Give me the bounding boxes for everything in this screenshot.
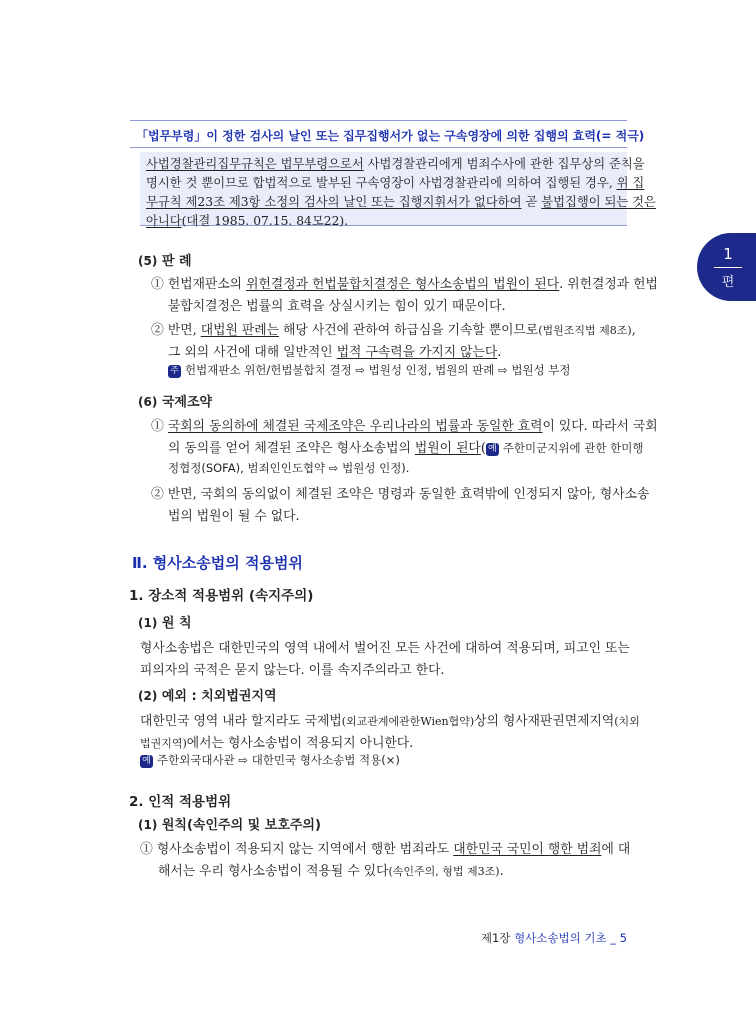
case-body [140,152,656,228]
heading-text: 판 례 [161,254,192,269]
note-text: 주한미군지위에 관한 한미행 [502,441,644,455]
list-item-cont [168,437,643,456]
footer-chapter: 제1장 [480,931,511,945]
text: 해당 사건에 관하여 하급심을 기속할 뿐이므로 [278,323,539,338]
text: . 위헌결정과 헌법 [559,277,658,292]
tab-divider [714,267,742,268]
list-marker: ② [151,487,164,502]
list-marker: ① [151,419,164,434]
heading-number: (6) [138,395,158,409]
paragraph-line: 피의자의 국적은 묻지 않는다. 이를 속지주의라고 한다. [140,663,445,678]
heading-number: (2) [138,689,158,703]
list-item [151,483,649,502]
list-marker: ① [151,277,164,292]
case-box [130,120,656,228]
part-number: 1 [723,245,733,263]
list-item [151,415,658,434]
text: 반면, [167,323,201,338]
part-side-tab [697,233,756,301]
text: 불합치결정은 법률의 효력을 상실시키는 힘이 있기 때문이다. [168,299,506,314]
text: , [631,323,636,338]
subsection-title: 2. 인적 적용범위 [129,794,232,810]
underlined-text: 대법원 판례는 [200,323,279,338]
text: 헌법재판소의 [167,277,247,292]
text: 형사소송법이 적용되지 않는 지역에서 행한 범죄라도 [156,842,454,857]
text: 이 있다. 따라서 국회 [542,419,658,434]
underlined-text: 위헌결정과 헌법불합치결정은 형사소송법의 법원이 된다 [246,277,560,292]
citation: (법원조직법 제8조) [538,324,632,337]
page-footer [470,930,627,946]
section-heading-5 [138,250,192,269]
note-badge-icon: 주 [168,365,181,378]
text: . [497,345,502,360]
case-body-line [146,174,645,193]
case-body-line [146,193,656,212]
list-marker: ① [140,842,153,857]
note-text: 정협정(SOFA), 범죄인인도협약 ⇨ 법원성 인정). [168,461,410,475]
citation: (외교관계에관한Wien협약) [341,715,475,728]
heading-number: (5) [138,254,158,268]
case-body-line [146,212,621,231]
citation: (속인주의, 형법 제3조) [388,865,500,878]
list-item-cont [168,295,506,314]
text: 대한민국 영역 내라 할지라도 국제법 [140,714,342,729]
sub-heading [138,814,321,833]
underlined-text: 무규칙 제23조 제3항 소정의 검사의 날인 또는 집행지휘서가 없다하여 [146,195,522,209]
case-body-line [146,155,645,174]
underlined-text: 국회의 동의하에 체결된 국제조약은 우리나라의 법률과 동일한 효력 [167,419,543,434]
citation: 법권지역) [140,737,187,750]
text: 그 외의 사건에 대해 일반적인 [168,345,337,360]
subsection-title: 1. 장소적 적용범위 (속지주의) [129,588,314,604]
text: 해서는 우리 형사소송법이 적용될 수 있다 [158,864,389,879]
list-item-cont [168,505,300,524]
list-item [151,273,658,292]
heading-number: (1) [138,818,158,832]
footer-title: 형사소송법의 기초 [514,931,607,945]
heading-text: 원칙(속인주의 및 보호주의) [161,818,321,833]
citation: (치외 [614,715,640,728]
note-text: 헌법재판소 위헌/헌법불합치 결정 ⇨ 법원성 인정, 법원의 판례 ⇨ 법원성 부정 [185,363,571,377]
text: 법의 법원이 될 수 없다. [168,509,300,524]
paragraph-line [140,732,413,751]
list-item-cont [168,341,501,360]
text: 상의 형사재판권면제지역 [474,714,615,729]
text: 명시한 것 뿐이므로 합법적으로 발부된 구속영장이 사법경찰관리에 의하여 집행된 경우, [146,176,617,190]
note-line [168,362,571,378]
note-line [140,752,400,768]
text: ( [480,441,486,456]
list-marker: ② [151,323,164,338]
heading-text: 예외 : 치외법권지역 [161,689,277,704]
underlined-text: 사법경찰관리집무규칙은 법무부령으로서 [146,157,364,171]
section-heading-6 [138,391,212,410]
text: 에서는 형사소송법이 적용되지 아니한다. [186,736,414,751]
underlined-text: 아니다 [146,214,182,228]
heading-text: 국제조약 [161,395,213,410]
case-title: 「법무부령」이 정한 검사의 날인 또는 집무집행서가 없는 구속영장에 의한 집행의 효력(= 적극) [136,129,645,143]
page-number: 5 [619,931,627,945]
underlined-text: 대한민국 국민이 행한 범죄 [453,842,602,857]
paragraph-line [140,710,640,729]
heading-text: 원 칙 [161,616,192,631]
text: (대결 1985. 07.15. 84모22). [181,214,349,228]
text: 반면, 국회의 동의없이 체결된 조약은 명령과 동일한 효력밖에 인정되지 않아, 형사소송 [167,487,650,502]
example-badge-icon: 예 [486,443,499,456]
list-item [140,838,630,857]
paragraph-line: 형사소송법은 대한민국의 영역 내에서 벌어진 모든 사건에 대하여 적용되며, 피고인 또는 [140,641,630,656]
example-badge-icon: 예 [140,755,153,768]
footer-separator: _ [606,931,617,945]
list-item-cont [168,460,409,476]
heading-number: (1) [138,616,158,630]
case-title-bar [130,120,645,148]
underlined-text: 불법집행이 되는 것은 [541,195,656,209]
list-item [151,319,636,338]
underlined-text: 법원이 된다 [414,441,481,456]
text: . [499,864,504,879]
section-title: Ⅱ. 형사소송법의 적용범위 [132,554,303,572]
underlined-text: 법적 구속력을 가지지 않는다 [336,345,498,360]
text: 의 동의를 얻어 체결된 조약은 형사소송법의 [168,441,415,456]
underlined-text: 위 집 [616,176,645,190]
text: 사법경찰관리에게 범죄수사에 관한 집무상의 준칙을 [363,157,645,171]
sub-heading [138,685,277,704]
text: 곧 [521,195,542,209]
list-item-cont [158,860,504,879]
note-text: 주한외국대사관 ⇨ 대한민국 형사소송법 적용(×) [157,753,400,767]
sub-heading [138,612,192,631]
part-label: 편 [721,275,735,290]
text: 에 대 [601,842,631,857]
